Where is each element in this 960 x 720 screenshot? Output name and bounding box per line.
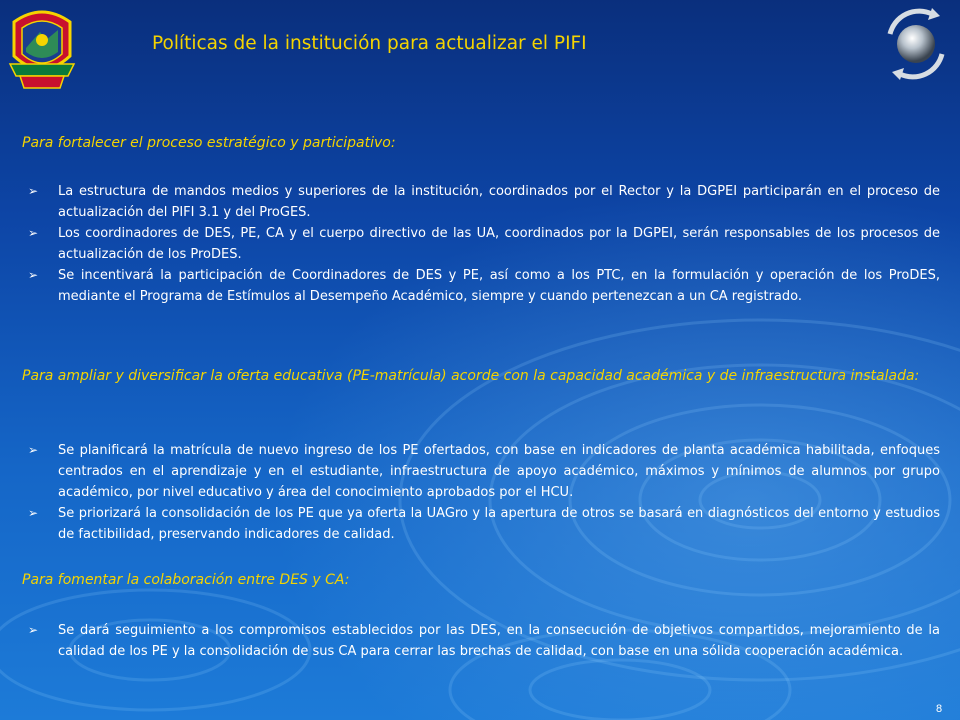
section-heading-collaboration: Para fomentar la colaboración entre DES y CA: <box>22 572 350 588</box>
section-heading-strategic: Para fortalecer el proceso estratégico y participativo: <box>22 135 396 151</box>
slide-title: Políticas de la institución para actualizar el PIFI <box>152 33 587 54</box>
page-number: 8 <box>936 703 943 715</box>
section-heading-educational-offer: Para ampliar y diversificar la oferta educativa (PE-matrícula) acorde con la capacidad académica y de infraestructura instalada: <box>22 368 920 384</box>
university-crest-icon <box>6 4 78 94</box>
list-item: ➢ La estructura de mandos medios y superiores de la institución, coordinados por el Rector y la DGPEI participarán en el proceso de actualización del PIFI 3.1 y del ProGES. <box>22 181 940 223</box>
list-item: ➢ Se incentivará la participación de Coordinadores de DES y PE, así como a los PTC, en la formulación y operación de los ProDES, mediante el Programa de Estímulos al Desempeño Académico, siempre y cuando pertenezcan a un CA registrado. <box>22 265 940 307</box>
globe-arrows-icon <box>880 8 952 80</box>
list-item: ➢ Los coordinadores de DES, PE, CA y el cuerpo directivo de las UA, coordinados por la DGPEI, serán responsables de los procesos de actualización de los ProDES. <box>22 223 940 265</box>
arrowhead-bullet-icon: ➢ <box>28 184 39 198</box>
arrowhead-bullet-icon: ➢ <box>28 506 39 520</box>
bullet-list-educational-offer <box>22 440 940 545</box>
arrowhead-bullet-icon: ➢ <box>28 268 39 282</box>
bullet-list-strategic <box>22 181 940 307</box>
bullet-list-collaboration <box>22 620 940 662</box>
list-item: ➢ Se priorizará la consolidación de los PE que ya oferta la UAGro y la apertura de otros se basará en diagnósticos del entorno y estudios de factibilidad, preservando indicadores de calidad. <box>22 503 940 545</box>
arrowhead-bullet-icon: ➢ <box>28 226 39 240</box>
list-item: ➢ Se dará seguimiento a los compromisos establecidos por las DES, en la consecución de objetivos compartidos, mejoramiento de la calidad de los PE y la consolidación de sus CA para cerrar las brechas de calidad, con base en una sólida cooperación académica. <box>22 620 940 662</box>
arrowhead-bullet-icon: ➢ <box>28 623 39 637</box>
list-item: ➢ Se planificará la matrícula de nuevo ingreso de los PE ofertados, con base en indicadores de planta académica habilitada, enfoques centrados en el aprendizaje y en el estudiante, infraestructura de apoyo académico, máximos y mínimos de alumnos por grupo académico, por nivel educativo y área del conocimiento aprobados por el HCU. <box>22 440 940 503</box>
arrowhead-bullet-icon: ➢ <box>28 443 39 457</box>
